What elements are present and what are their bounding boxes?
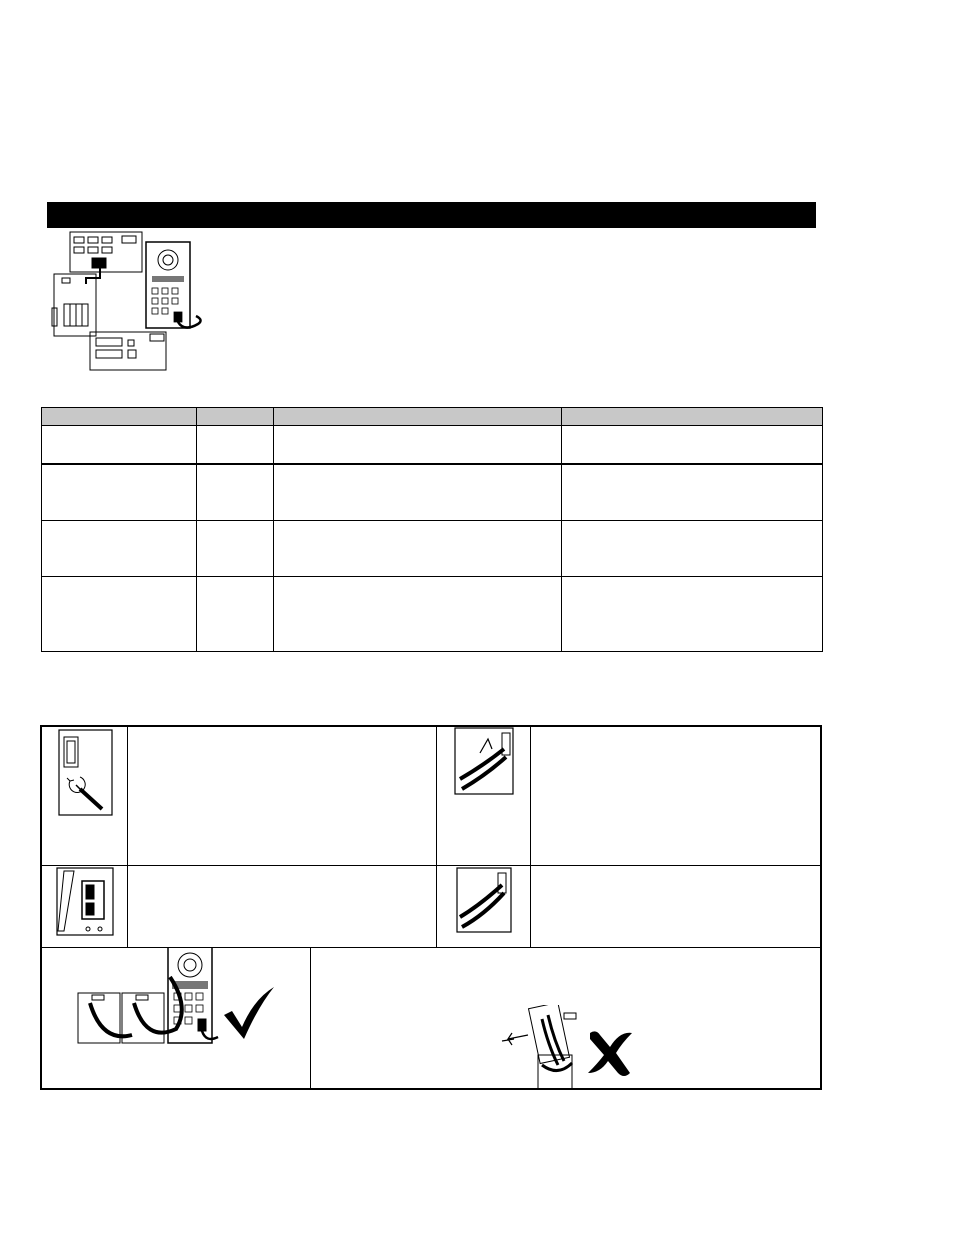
table-header-cell [197, 408, 274, 426]
cable-plug-icon [456, 867, 514, 935]
cable-unplug-icon [454, 727, 516, 797]
cross-mark-icon [586, 1027, 634, 1079]
table-cell [42, 577, 197, 652]
table-row [42, 426, 823, 464]
table-cell [274, 426, 562, 464]
instruction-panel [40, 725, 822, 1090]
table-cell [274, 464, 562, 520]
table-cell [197, 577, 274, 652]
table-cell [274, 577, 562, 652]
table-cell [42, 464, 197, 520]
table-cell [197, 520, 274, 576]
table-row [42, 520, 823, 576]
spec-table [41, 407, 823, 652]
table-header-cell [42, 408, 197, 426]
table-cell [42, 520, 197, 576]
screwdriver-panel-icon [58, 729, 114, 817]
table-cell [562, 464, 823, 520]
table-cell [42, 426, 197, 464]
table-cell [562, 426, 823, 464]
section-header-text [47, 207, 55, 223]
section-header-bar [47, 202, 816, 228]
ups-connection-diagram [44, 228, 214, 374]
table-cell [197, 464, 274, 520]
table-header-cell [274, 408, 562, 426]
checkmark-icon [220, 985, 276, 1041]
incorrect-handling-diagram [498, 1005, 590, 1091]
table-header-cell [562, 408, 823, 426]
table-row [42, 464, 823, 520]
table-header-row [42, 408, 823, 426]
table-cell [562, 577, 823, 652]
table-cell [562, 520, 823, 576]
table-cell [274, 520, 562, 576]
battery-module-icon [56, 867, 114, 937]
table-cell [197, 426, 274, 464]
table-row [42, 577, 823, 652]
